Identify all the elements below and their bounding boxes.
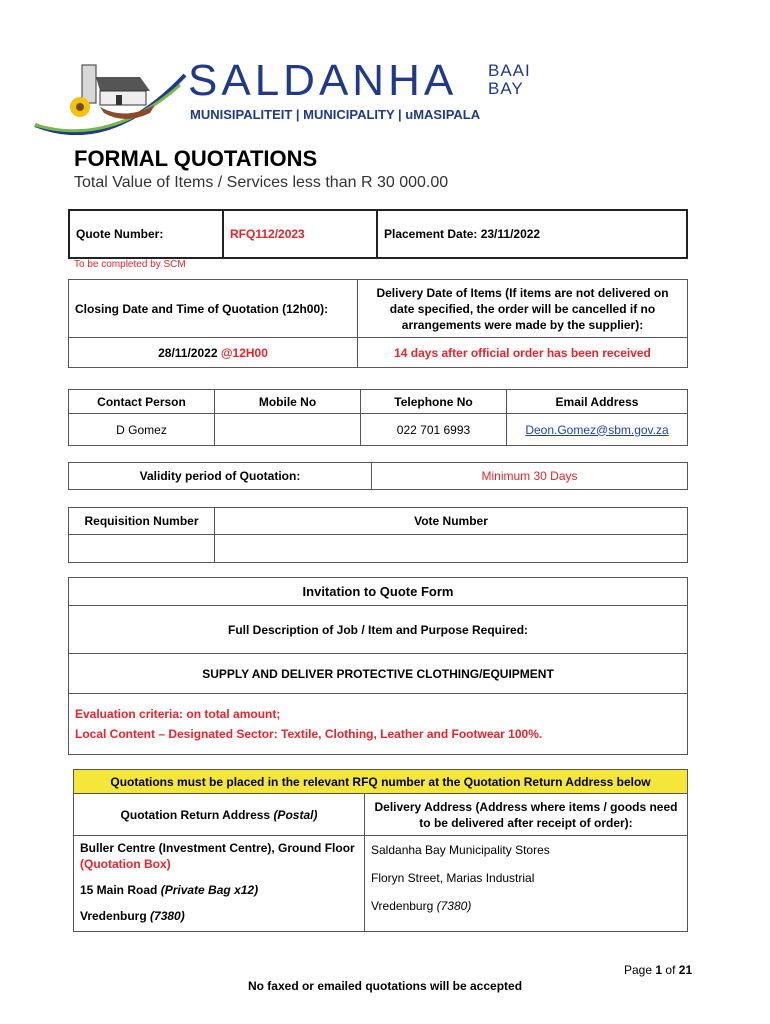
postal-address-building: Buller Centre (Investment Centre), Ground Floor xyxy=(80,841,355,855)
municipality-logo xyxy=(30,55,531,135)
placement-date: Placement Date: 23/11/2022 xyxy=(377,210,687,258)
delivery-address-line-1: Saldanha Bay Municipality Stores xyxy=(371,843,550,857)
logo-name: SALDANHA xyxy=(188,56,458,105)
logo-tagline: MUNISIPALITEIT | MUNICIPALITY | uMASIPALA xyxy=(190,107,481,122)
closing-time: @12H00 xyxy=(220,345,268,360)
description-value: SUPPLY AND DELIVER PROTECTIVE CLOTHING/EQUIPMENT xyxy=(69,654,688,694)
contact-telephone: 022 701 6993 xyxy=(361,414,507,446)
evaluation-line-2: Local Content – Designated Sector: Textile, Clothing, Leather and Footwear 100%. xyxy=(75,727,543,741)
requisition-label: Requisition Number xyxy=(69,508,215,535)
postal-address-line-1 xyxy=(80,840,358,872)
contact-email-cell xyxy=(507,414,688,446)
validity-value: Minimum 30 Days xyxy=(372,463,688,490)
page-of: of xyxy=(665,963,676,977)
page-total: 21 xyxy=(678,963,693,977)
vote-label: Vote Number xyxy=(215,508,688,535)
contact-email-link[interactable]: Deon.Gomez@sbm.gov.za xyxy=(525,422,669,437)
contact-header-telephone: Telephone No xyxy=(361,390,507,414)
evaluation-line-1: Evaluation criteria: on total amount; xyxy=(75,707,281,721)
requisition-value xyxy=(69,535,215,563)
page-number xyxy=(624,963,692,977)
validity-label: Validity period of Quotation: xyxy=(69,463,372,490)
postal-address-town: Vredenburg xyxy=(80,909,147,923)
postal-address-street: 15 Main Road xyxy=(80,883,158,897)
page-prefix: Page xyxy=(624,963,653,977)
quote-number-label: Quote Number: xyxy=(69,210,223,258)
delivery-address xyxy=(365,836,688,932)
closing-delivery-table xyxy=(68,279,688,368)
delivery-label: Delivery Date of Items (If items are not delivered on date specified, the order will be cancelled if no arrangements were made by the supplier): xyxy=(358,280,688,338)
description-label: Full Description of Job / Item and Purpose Required: xyxy=(69,606,688,654)
invitation-table xyxy=(68,577,688,755)
scm-note: To be completed by SCM xyxy=(74,259,186,270)
invitation-title: Invitation to Quote Form xyxy=(69,578,688,606)
closing-label: Closing Date and Time of Quotation (12h00): xyxy=(69,280,358,338)
quote-number-table xyxy=(68,209,688,259)
delivery-address-town: Vredenburg xyxy=(371,899,434,913)
postal-label-em: (Postal) xyxy=(273,807,318,822)
delivery-value: 14 days after official order has been received xyxy=(358,338,688,368)
page-subtitle: Total Value of Items / Services less than R 30 000.00 xyxy=(74,174,449,191)
requisition-table xyxy=(68,507,688,563)
evaluation-criteria xyxy=(69,694,688,755)
postal-address-code: (7380) xyxy=(150,909,185,923)
logo-emblem xyxy=(30,55,190,135)
postal-address-bag: (Private Bag x12) xyxy=(160,883,259,897)
validity-table xyxy=(68,462,688,490)
postal-label: Quotation Return Address xyxy=(120,807,271,822)
postal-label-cell xyxy=(74,794,365,836)
delivery-address-line-2: Floryn Street, Marias Industrial xyxy=(371,871,535,885)
logo-suffix-bottom: BAY xyxy=(488,79,524,98)
delivery-address-label: Delivery Address (Address where items / goods need to be delivered after receipt of order): xyxy=(365,794,688,836)
contact-header-mobile: Mobile No xyxy=(215,390,361,414)
delivery-address-line-3 xyxy=(371,898,681,914)
postal-address-box: (Quotation Box) xyxy=(80,857,171,871)
contact-person: D Gomez xyxy=(69,414,215,446)
page-title: FORMAL QUOTATIONS xyxy=(74,146,318,171)
contact-header-email: Email Address xyxy=(507,390,688,414)
delivery-address-code: (7380) xyxy=(436,899,472,913)
vote-value xyxy=(215,535,688,563)
contact-mobile xyxy=(215,414,361,446)
quote-number-value: RFQ112/2023 xyxy=(223,210,377,258)
closing-value xyxy=(69,338,358,368)
postal-address-line-3 xyxy=(80,908,358,924)
postal-address-line-2 xyxy=(80,882,358,898)
postal-address xyxy=(74,836,365,932)
contact-header-person: Contact Person xyxy=(69,390,215,414)
footer-note: No faxed or emailed quotations will be accepted xyxy=(247,979,523,993)
return-banner: Quotations must be placed in the relevant RFQ number at the Quotation Return Address below xyxy=(74,770,688,794)
return-address-table xyxy=(73,769,688,932)
page-current: 1 xyxy=(655,963,663,977)
logo-suffix-top: BAAI xyxy=(488,61,531,80)
contact-table xyxy=(68,389,688,446)
closing-date: 28/11/2022 xyxy=(158,345,218,360)
